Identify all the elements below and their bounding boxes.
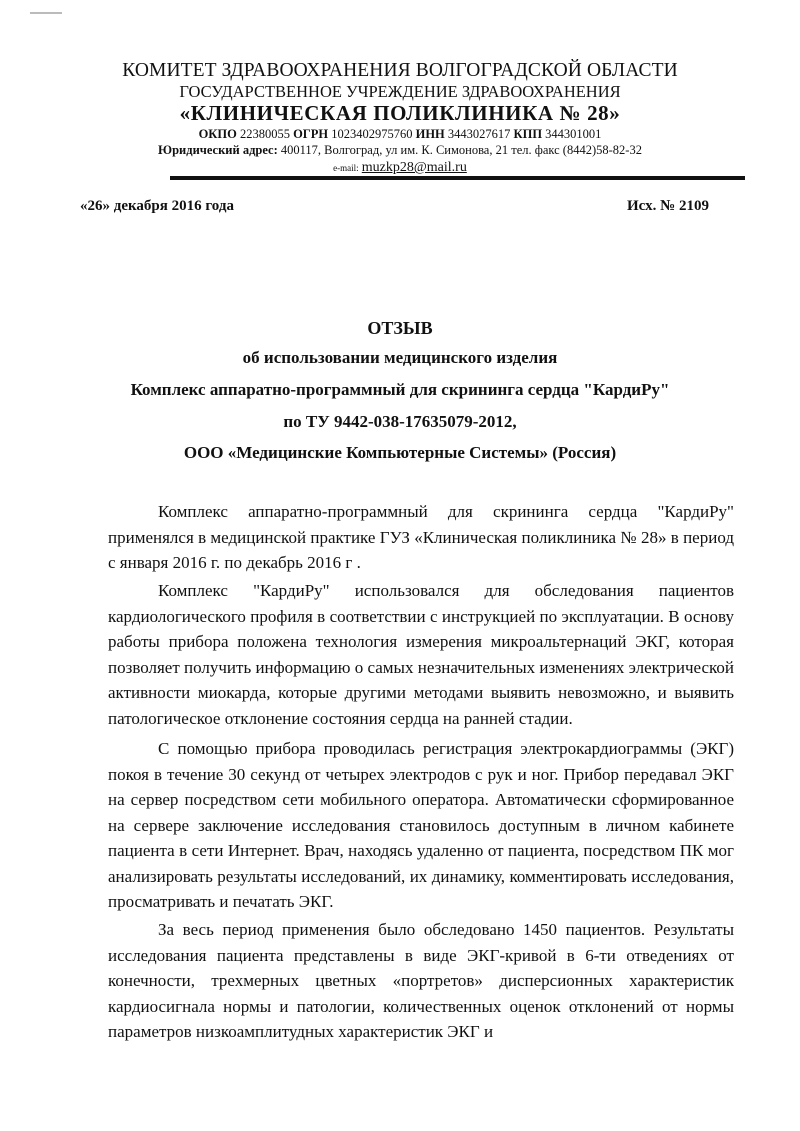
letterhead-institution-type: ГОСУДАРСТВЕННОЕ УЧРЕЖДЕНИЕ ЗДРАВООХРАНЕНИЯ <box>179 82 621 101</box>
ogrn-label: ОГРН <box>293 127 329 141</box>
address-label: Юридический адрес: <box>158 143 278 157</box>
letterhead-address <box>0 143 800 158</box>
device-name: Комплекс аппаратно-программный для скрининга сердца "КардиРу" <box>130 380 670 399</box>
device-manufacturer: ООО «Медицинские Компьютерные Системы» (Россия) <box>183 443 617 462</box>
document-title: ОТЗЫВ <box>367 318 433 338</box>
letterhead-email <box>0 160 800 176</box>
letterhead-institution-name: «КЛИНИЧЕСКАЯ ПОЛИКЛИНИКА № 28» <box>179 101 621 125</box>
letterhead-divider <box>170 176 745 180</box>
email-link[interactable]: muzkp28@mail.ru <box>361 160 467 175</box>
outgoing-number: Исх. № 2109 <box>627 198 709 214</box>
body-paragraph: С помощью прибора проводилась регистрация электрокардиограммы (ЭКГ) покоя в течение 30 секунд от четырех электродов с рук и ног. Прибор передавал ЭКГ на сервер посредством сети мобильного оператора. Автоматически сформированное на сервере заключение исследования становилось доступным в личном кабинете пациента в сети Интернет. Врач, находясь удаленно от пациента, посредством ПК мог анализировать результаты исследований, их динамику, комментировать исследования, просматривать и печатать ЭКГ. <box>108 739 734 911</box>
letterhead-committee: КОМИТЕТ ЗДРАВООХРАНЕНИЯ ВОЛГОГРАДСКОЙ ОБЛАСТИ <box>122 60 678 81</box>
inn-label: ИНН <box>415 127 445 141</box>
okpo-value: 22380055 <box>239 127 290 141</box>
kpp-value: 344301001 <box>545 127 602 141</box>
kpp-label: КПП <box>513 127 543 141</box>
document-subtitle: об использовании медицинского изделия <box>242 348 558 367</box>
ogrn-value: 1023402975760 <box>331 127 413 141</box>
device-spec: по ТУ 9442-038-17635079-2012, <box>283 412 517 431</box>
body-paragraph: За весь период применения было обследовано 1450 пациентов. Результаты исследования пациента представлены в виде ЭКГ-кривой в 6-ти отведениях от конечности, трехмерных цветных «портретов» дисперсионных характеристик кардиосигнала нормы и патологии, количественных оценок отклонений от нормы параметров низкоамплитудных характеристик ЭКГ и <box>108 920 734 1041</box>
body-paragraph: Комплекс аппаратно-программный для скрининга сердца "КардиРу" применялся в медицинской практике ГУЗ «Клиническая поликлиника № 28» в период с января 2016 г. по декабрь 2016 г . <box>108 502 734 572</box>
body-paragraph: Комплекс "КардиРу" использовался для обследования пациентов кардиологического профиля в соответствии с инструкцией по эксплуатации. В основу работы прибора положена технология измерения микроальтернаций ЭКГ, которая позволяет получить информацию о самых незначительных изменениях электрической активности миокарда, которые другими методами выявить невозможно, и выявить патологическое отклонение состояния сердца на ранней стадии. <box>108 581 735 728</box>
okpo-label: ОКПО <box>198 127 237 141</box>
scan-artifact-mark <box>30 12 62 14</box>
inn-value: 3443027617 <box>447 127 511 141</box>
address-value: 400117, Волгоград, ул им. К. Симонова, 21 тел. факс (8442)58-82-32 <box>280 143 642 157</box>
document-date: «26» декабря 2016 года <box>80 198 234 214</box>
email-label: e-mail: <box>333 163 359 173</box>
letterhead-codes <box>0 127 800 142</box>
